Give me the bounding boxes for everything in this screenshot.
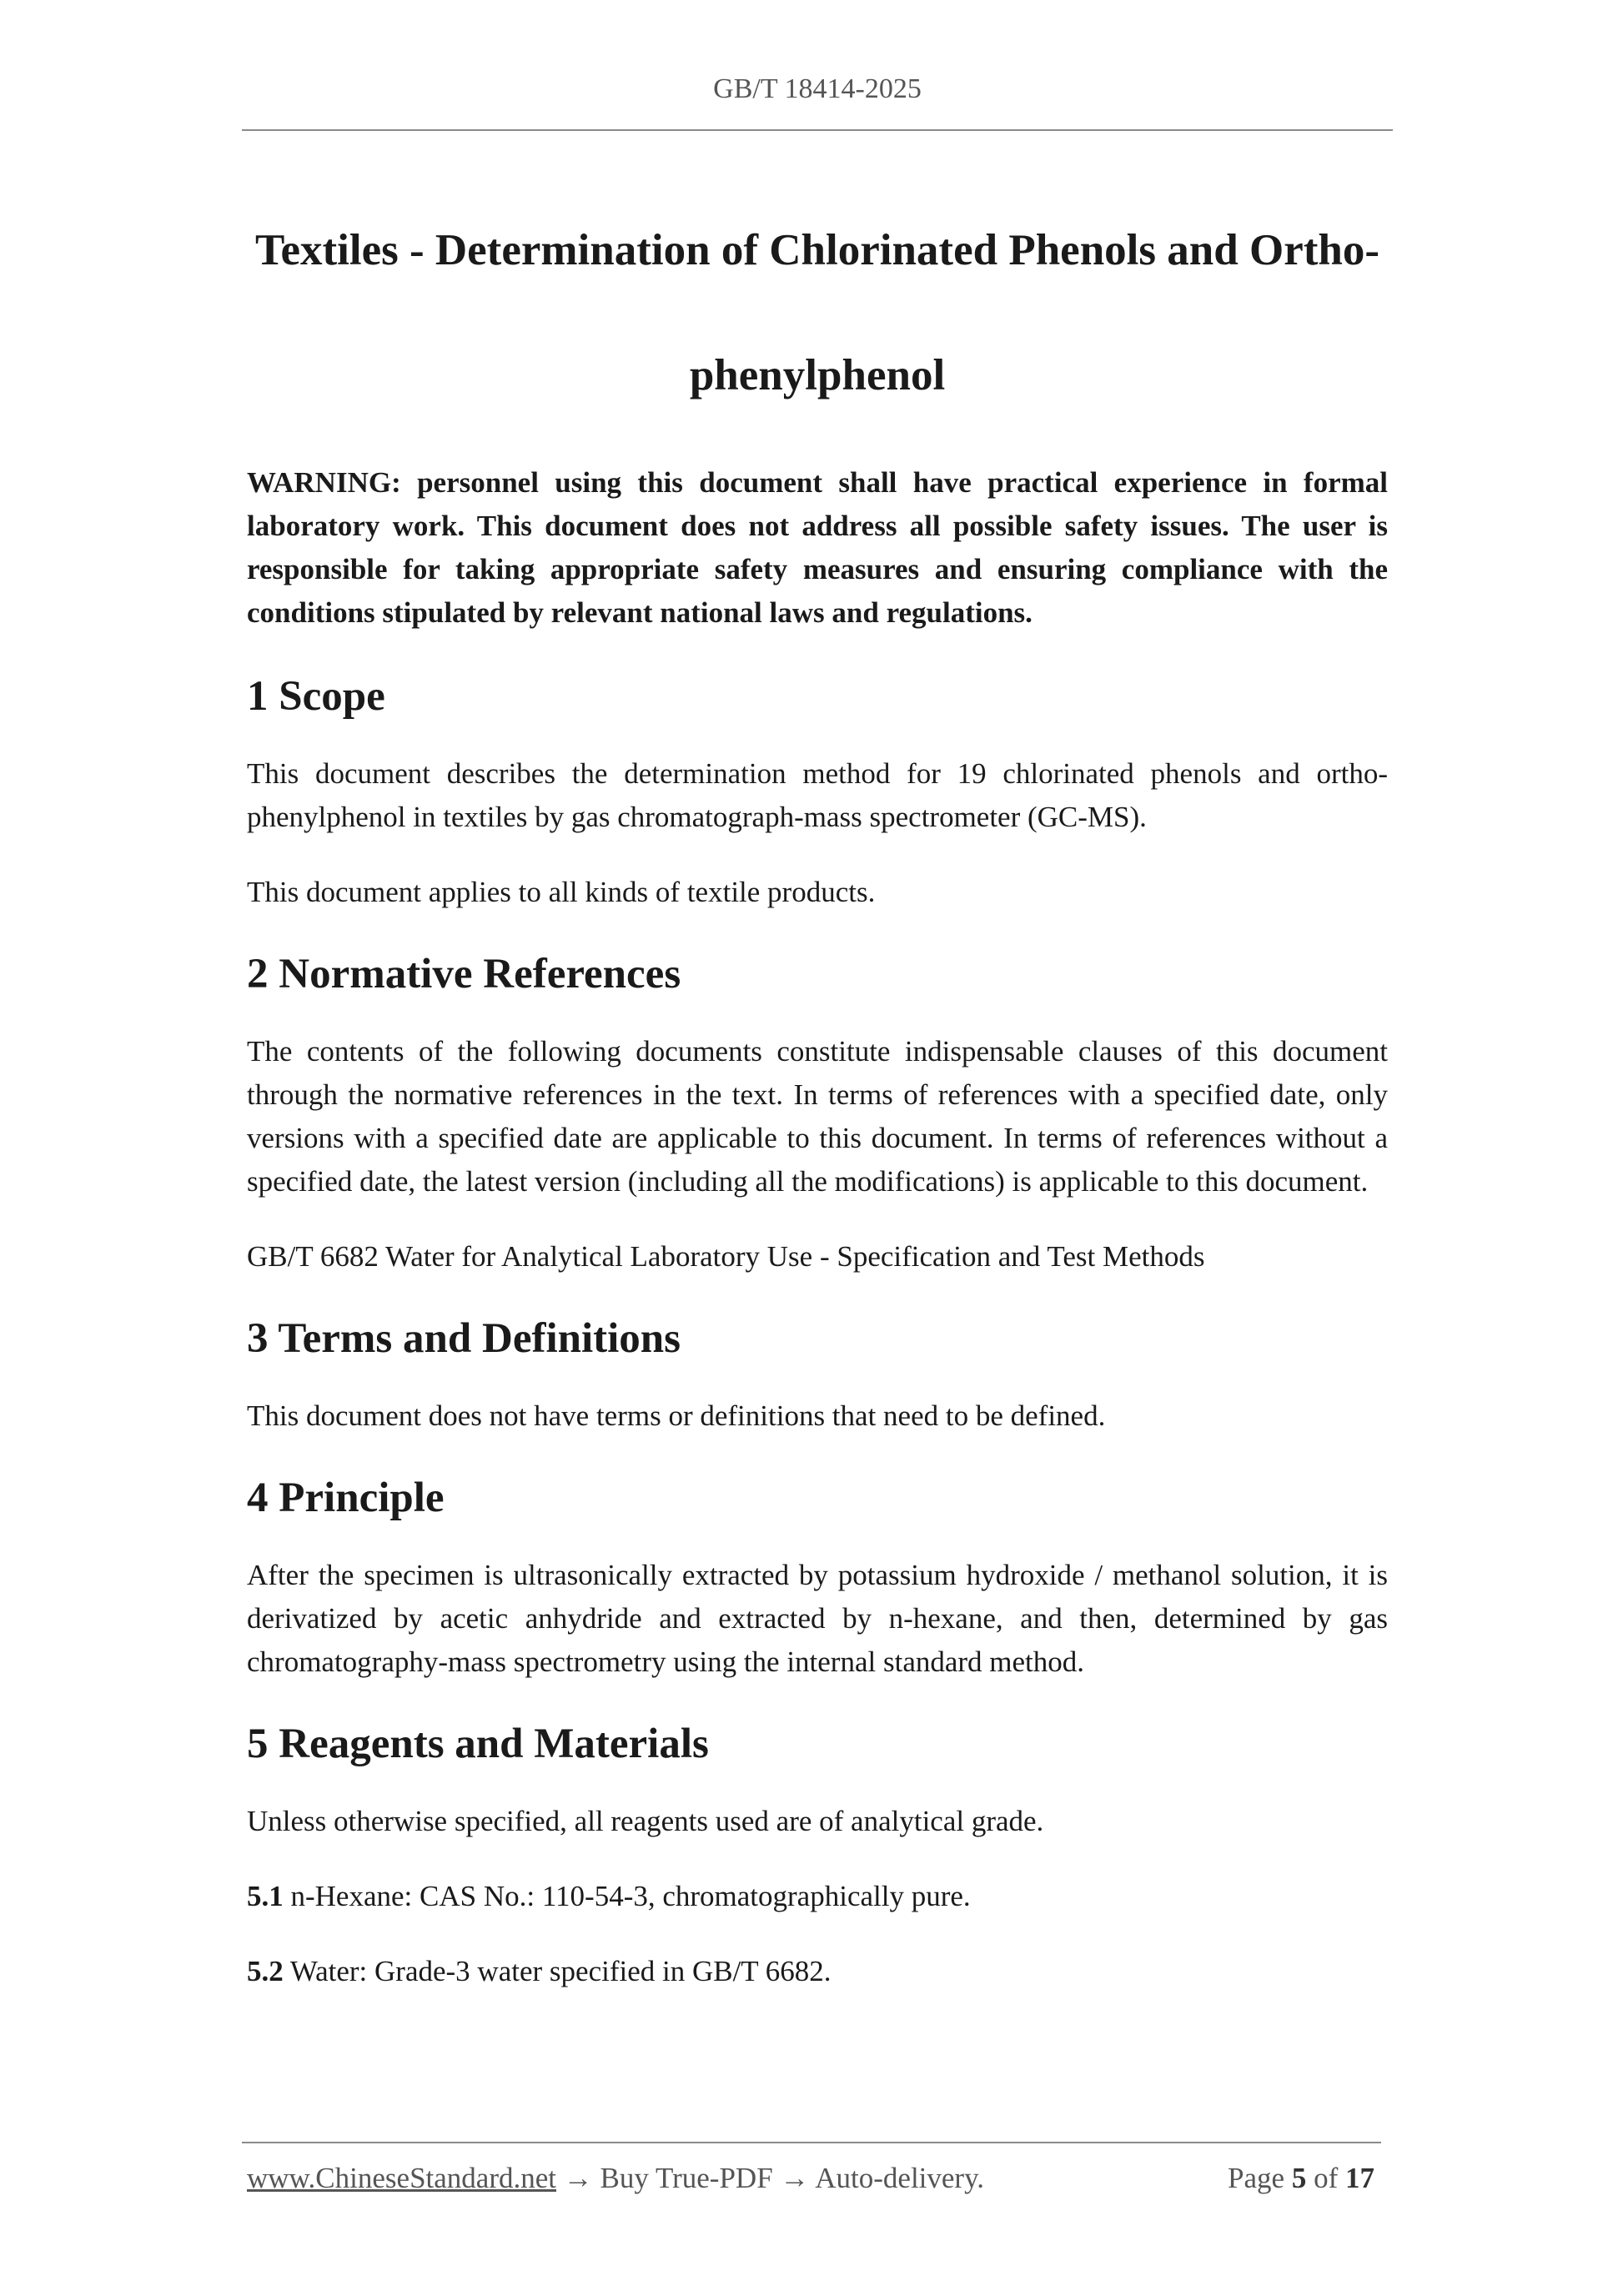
buy-true-pdf-text: Buy True-PDF xyxy=(600,2162,773,2194)
header-divider xyxy=(242,129,1393,131)
current-page-number: 5 xyxy=(1291,2162,1307,2194)
page-label: Page xyxy=(1228,2162,1285,2194)
total-pages-number: 17 xyxy=(1345,2162,1374,2194)
section-heading-principle: 4 Principle xyxy=(247,1475,445,1521)
reagents-intro-paragraph: Unless otherwise specified, all reagents used are of analytical grade. xyxy=(247,1805,1044,1837)
arrow-right-icon: → xyxy=(563,2162,593,2194)
scope-paragraph-1: This document describes the determination method for 19 chlorinated phenols and ortho-phenylphenol in textiles by gas chromatograph-mass spectrometer (GC-MS). xyxy=(247,757,1388,833)
principle-paragraph: After the specimen is ultrasonically extracted by potassium hydroxide / methanol solution, it is derivatized by acetic anhydride and extracted by n-hexane, and then, determined by gas chromatography-mass spectrometry using the internal standard method. xyxy=(247,1559,1388,1678)
section-heading-normative-references: 2 Normative References xyxy=(247,951,681,997)
terms-paragraph: This document does not have terms or definitions that need to be defined. xyxy=(247,1399,1106,1432)
document-body xyxy=(247,188,1388,1993)
auto-delivery-text: Auto-delivery. xyxy=(815,2162,985,2194)
document-title-line-1: Textiles - Determination of Chlorinated Phenols and Ortho- xyxy=(254,226,1380,274)
reagent-item-number: 5.2 xyxy=(247,1955,284,1987)
page-number xyxy=(1228,2162,1374,2195)
normative-references-paragraph: The contents of the following documents constitute indispensable clauses of this document through the normative references in the text. In terms of references with a specified date, only versions with a specified date are applicable to this document. In terms of references without a specified date, the latest version (including all the modifications) is applicable to this document. xyxy=(247,1035,1388,1198)
scope-paragraph-2: This document applies to all kinds of textile products. xyxy=(247,876,876,908)
section-heading-reagents-and-materials: 5 Reagents and Materials xyxy=(247,1721,709,1767)
page-of-label: of xyxy=(1314,2162,1339,2194)
reagent-item xyxy=(247,1875,1388,1918)
footer-divider xyxy=(242,2142,1381,2143)
section-heading-terms-and-definitions: 3 Terms and Definitions xyxy=(247,1315,681,1362)
arrow-right-icon: → xyxy=(780,2162,810,2194)
safety-warning: WARNING: personnel using this document shall have practical experience in formal laboratory work. This document does not address all possible safety issues. The user is responsible for taking appropriate safety measures and ensuring compliance with the conditions stipulated by relevant national laws and regulations. xyxy=(247,466,1388,629)
chinese-standard-link[interactable]: www.ChineseStandard.net xyxy=(247,2162,556,2194)
document-title xyxy=(247,188,1388,438)
reagent-item-text: n-Hexane: CAS No.: 110-54-3, chromatographically pure. xyxy=(290,1880,971,1912)
reagent-item xyxy=(247,1950,1388,1993)
document-code-header: GB/T 18414-2025 xyxy=(713,73,922,104)
document-title-line-2: phenylphenol xyxy=(689,351,946,399)
footer-promo xyxy=(247,2162,984,2195)
reagent-item-number: 5.1 xyxy=(247,1880,284,1912)
reagent-item-text: Water: Grade-3 water specified in GB/T 6682. xyxy=(289,1955,832,1987)
section-heading-scope: 1 Scope xyxy=(247,673,385,720)
normative-reference-item: GB/T 6682 Water for Analytical Laboratory Use - Specification and Test Methods xyxy=(247,1240,1205,1273)
